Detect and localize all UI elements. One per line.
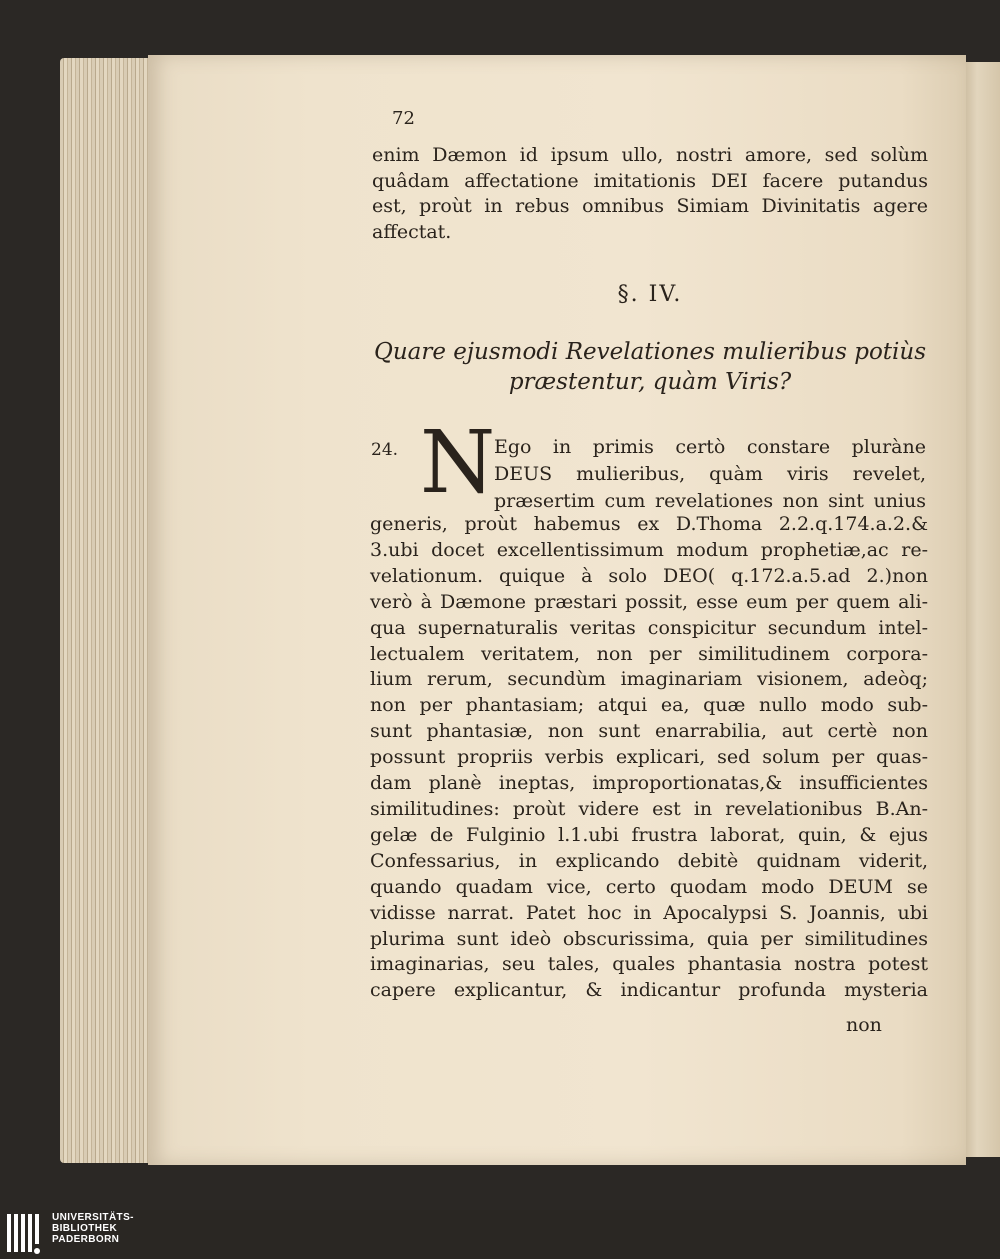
continuation-paragraph [372, 143, 928, 245]
paragraph-number: 24. [371, 440, 399, 460]
text-line: velationum. quique à solo DEO( q.172.a.5.ad 2.)non [370, 564, 928, 587]
library-name-line: BIBLIOTHEK [52, 1223, 118, 1234]
text-line: dam planè ineptas, improportionatas,& insufficientes [370, 772, 928, 795]
text-line: sunt phantasiæ, non sunt enarrabilia, aut certè non [370, 720, 928, 743]
library-name [52, 1212, 134, 1245]
next-page-edge [962, 62, 1000, 1157]
question-heading [370, 337, 930, 397]
text-line: Ego in primis certò constare pluràne [494, 436, 926, 458]
text-line: Confessarius, in explicando debitè quidnam viderit, [370, 849, 928, 872]
text-line: est, proùt in rebus omnibus Simiam Divinitatis agere [372, 195, 928, 217]
question-line: Quare ejusmodi Revelationes mulieribus potiùs [373, 339, 927, 365]
text-line: enim Dæmon id ipsum ullo, nostri amore, sed solùm [372, 144, 928, 166]
catchword: non [846, 1014, 882, 1036]
dropcap-lines [494, 434, 926, 515]
university-library-logo-icon [6, 1212, 46, 1257]
library-name-line: UNIVERSITÄTS- [52, 1212, 134, 1223]
text-line: gelæ de Fulginio l.1.ubi frustra laborat, quin, & ejus [370, 823, 928, 846]
text-line: DEUS mulieribus, quàm viris revelet, [494, 463, 926, 485]
drop-cap: N [420, 413, 496, 513]
text-line: capere explicantur, & indicantur profunda mysteria [370, 979, 928, 1002]
text-line: 3.ubi docet excellentissimum modum prophetiæ,ac re- [370, 538, 928, 561]
text-line: lectualem veritatem, non per similitudinem corpora- [370, 642, 928, 665]
footer-bar [0, 1210, 1000, 1259]
library-name-line: PADERBORN [52, 1234, 120, 1245]
text-line: præsertim cum revelationes non sint unius [494, 490, 926, 512]
text-line: generis, proùt habemus ex D.Thoma 2.2.q.174.a.2.& [370, 513, 928, 535]
text-line: imaginarias, seu tales, quales phantasia nostra potest [370, 953, 928, 976]
text-line: plurima sunt ideò obscurissima, quia per similitudines [370, 927, 928, 950]
page-edges [60, 58, 160, 1163]
text-line: qua supernaturalis veritas conspicitur secundum intel- [370, 616, 928, 639]
text-line: quâdam affectatione imitationis DEI facere putandus [372, 169, 928, 192]
text-line: non per phantasiam; atqui ea, quæ nullo modo sub- [370, 694, 928, 717]
question-line: præstentur, quàm Viris? [508, 369, 792, 395]
text-line: verò à Dæmone præstari possit, esse eum per quem ali- [370, 590, 928, 613]
section-heading: §. IV. [617, 282, 683, 307]
text-line: possunt propriis verbis explicari, sed solum per quas- [370, 746, 928, 769]
text-line: similitudines: proùt videre est in revelationibus B.An- [370, 797, 928, 820]
main-paragraph [370, 512, 928, 1004]
text-line: quando quadam vice, certo quodam modo DEUM se [370, 875, 928, 898]
text-line: affectat. [372, 220, 452, 243]
text-line: vidisse narrat. Patet hoc in Apocalypsi S. Joannis, ubi [370, 901, 928, 924]
page-number: 72 [392, 108, 415, 129]
text-line: lium rerum, secundùm imaginariam visionem, adeòq; [370, 668, 928, 691]
